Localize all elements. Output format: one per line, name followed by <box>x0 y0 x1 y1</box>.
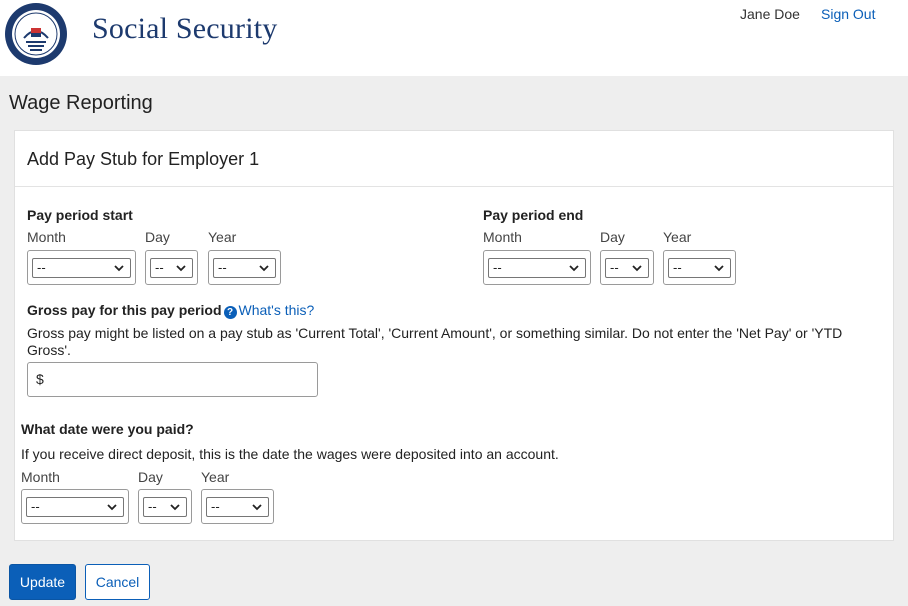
end-day-select[interactable] <box>600 250 654 285</box>
pay-period-end-label: Pay period end <box>483 207 584 223</box>
end-month-value: -- <box>493 260 502 275</box>
paid-year-label: Year <box>201 469 230 485</box>
end-month-select[interactable] <box>483 250 591 285</box>
end-year-label: Year <box>663 229 692 245</box>
end-year-select[interactable] <box>663 250 736 285</box>
paid-day-value: -- <box>148 499 157 514</box>
start-day-select-box <box>150 258 193 278</box>
currency-prefix: $ <box>36 371 44 387</box>
chevron-down-icon <box>250 500 264 514</box>
end-day-select-box <box>605 258 649 278</box>
chevron-down-icon <box>105 500 119 514</box>
pay-period-start-label: Pay period start <box>27 207 133 223</box>
paid-date-label: What date were you paid? <box>21 421 194 437</box>
paid-day-select-box <box>143 497 187 517</box>
start-day-value: -- <box>155 260 164 275</box>
gross-pay-label: Gross pay for this pay period <box>27 302 222 318</box>
end-day-label: Day <box>600 229 625 245</box>
site-header <box>0 0 908 76</box>
start-year-select-box <box>213 258 276 278</box>
card-divider <box>15 186 893 187</box>
paid-month-select[interactable] <box>21 489 129 524</box>
ssa-seal-logo <box>4 2 68 66</box>
paid-day-label: Day <box>138 469 163 485</box>
chevron-down-icon <box>112 261 126 275</box>
end-month-select-box <box>488 258 586 278</box>
chevron-down-icon <box>174 261 188 275</box>
start-year-select[interactable] <box>208 250 281 285</box>
start-month-select-box <box>32 258 131 278</box>
chevron-down-icon <box>168 500 182 514</box>
paid-date-hint: If you receive direct deposit, this is the date the wages were deposited into an account. <box>21 446 559 462</box>
start-day-select[interactable] <box>145 250 198 285</box>
add-pay-stub-card <box>14 130 894 541</box>
brand-title: Social Security <box>92 12 278 45</box>
paid-year-value: -- <box>211 499 220 514</box>
paid-month-label: Month <box>21 469 60 485</box>
cancel-button[interactable]: Cancel <box>85 564 150 600</box>
gross-pay-input[interactable] <box>27 362 318 397</box>
start-day-label: Day <box>145 229 170 245</box>
paid-year-select-box <box>206 497 269 517</box>
paid-year-select[interactable] <box>201 489 274 524</box>
start-year-value: -- <box>218 260 227 275</box>
question-circle-icon[interactable]: ? <box>224 306 237 319</box>
chevron-down-icon <box>712 261 726 275</box>
chevron-down-icon <box>567 261 581 275</box>
start-month-select[interactable] <box>27 250 136 285</box>
end-year-value: -- <box>673 260 682 275</box>
paid-month-value: -- <box>31 499 40 514</box>
whats-this-link[interactable]: What's this? <box>238 302 315 318</box>
end-day-value: -- <box>610 260 619 275</box>
start-year-label: Year <box>208 229 237 245</box>
paid-month-select-box <box>26 497 124 517</box>
end-year-select-box <box>668 258 731 278</box>
card-title: Add Pay Stub for Employer 1 <box>27 149 260 169</box>
update-button[interactable]: Update <box>9 564 76 600</box>
end-month-label: Month <box>483 229 522 245</box>
chevron-down-icon <box>630 261 644 275</box>
chevron-down-icon <box>257 261 271 275</box>
page-title: Wage Reporting <box>9 92 153 114</box>
gross-pay-row <box>27 302 314 319</box>
paid-day-select[interactable] <box>138 489 192 524</box>
start-month-label: Month <box>27 229 66 245</box>
start-month-value: -- <box>37 260 46 275</box>
sign-out-link[interactable]: Sign Out <box>821 6 876 22</box>
user-name: Jane Doe <box>740 6 800 22</box>
gross-pay-hint: Gross pay might be listed on a pay stub as 'Current Total', 'Current Amount', or something similar. Do not enter the 'Net Pay' or 'YTD Gross'. <box>27 325 843 358</box>
